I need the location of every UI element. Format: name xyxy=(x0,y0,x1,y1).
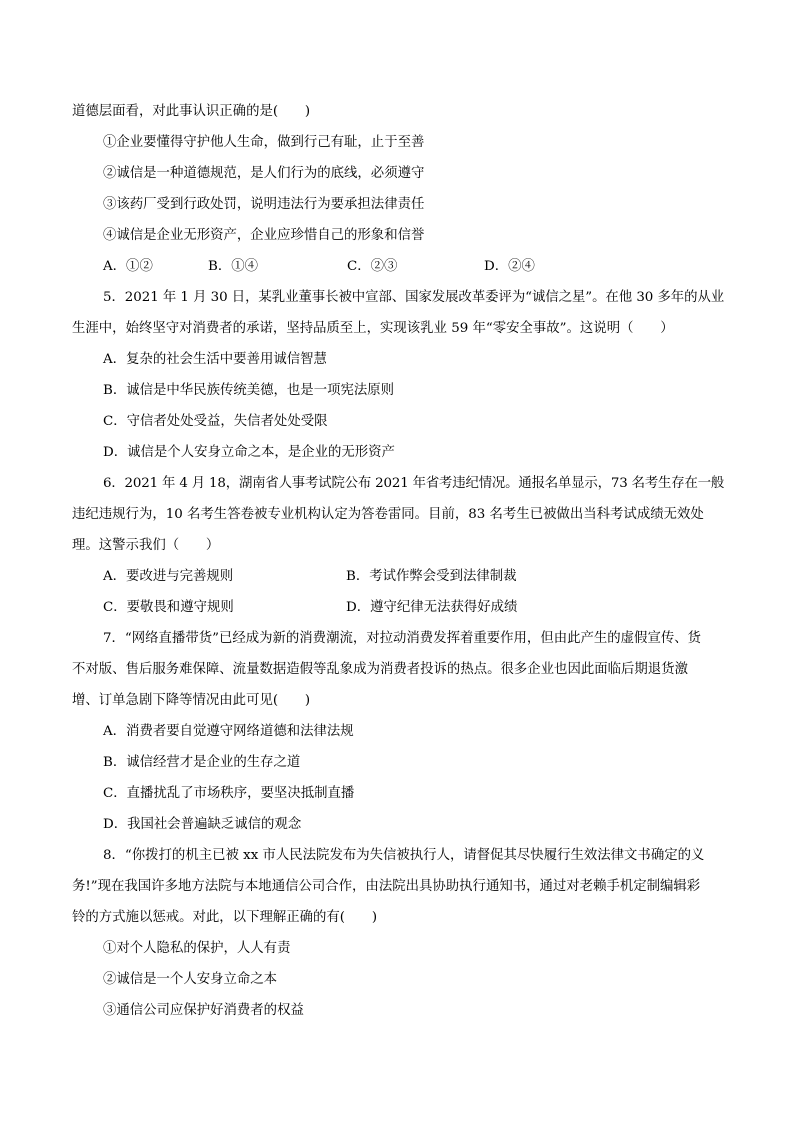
q4-option-a[interactable]: A．①② xyxy=(103,259,153,274)
q8-stem-line-2: 务!”现在我国许多地方法院与本地通信公司合作，由法院出具协助执行通知书，通过对老赖手机定制编辑彩 xyxy=(72,879,701,894)
q4-statement-3: ③该药厂受到行政处罚，说明违法行为要承担法律责任 xyxy=(103,197,425,212)
q5-option-d[interactable]: D．诚信是个人安身立命之本，是企业的无形资产 xyxy=(103,445,395,460)
q7-option-d[interactable]: D．我国社会普遍缺乏诚信的观念 xyxy=(103,817,302,832)
q8-statement-3: ③通信公司应保护好消费者的权益 xyxy=(103,1003,304,1018)
q6-stem-line-3: 理。这警示我们（ ） xyxy=(72,538,220,553)
q6-stem-line-2: 违纪违规行为，10 名考生答卷被专业机构认定为答卷雷同。目前，83 名考生已被做出当科考试成绩无效处 xyxy=(72,507,704,522)
q7-option-c[interactable]: C．直播扰乱了市场秩序，要坚决抵制直播 xyxy=(103,786,355,801)
q4-option-b[interactable]: B．①④ xyxy=(208,259,259,274)
q4-stem-tail: 道德层面看，对此事认识正确的是( ) xyxy=(72,104,311,119)
q4-statement-4: ④诚信是企业无形资产，企业应珍惜自己的形象和信誉 xyxy=(103,228,425,243)
q6-stem-line-1: 6．2021 年 4 月 18，湖南省人事考试院公布 2021 年省考违纪情况。通报名单显示，73 名考生存在一般 xyxy=(103,476,725,491)
q6-option-c[interactable]: C．要敬畏和遵守规则 xyxy=(103,600,234,615)
q4-options-row xyxy=(103,257,723,277)
q4-option-c[interactable]: C．②③ xyxy=(347,259,398,274)
q6-option-a[interactable]: A．要改进与完善规则 xyxy=(103,569,234,584)
q8-statement-2: ②诚信是一个人安身立命之本 xyxy=(103,972,278,987)
q4-statement-2: ②诚信是一种道德规范，是人们行为的底线，必须遵守 xyxy=(103,166,425,181)
q4-statement-1: ①企业要懂得守护他人生命，做到行己有耻，止于至善 xyxy=(103,135,425,150)
q5-option-b[interactable]: B．诚信是中华民族传统美德，也是一项宪法原则 xyxy=(103,383,395,398)
q8-stem-line-3: 铃的方式施以惩戒。对此，以下理解正确的有( ) xyxy=(72,910,378,925)
q4-option-d[interactable]: D．②④ xyxy=(484,259,535,274)
q7-option-a[interactable]: A．消费者要自觉遵守网络道德和法律法规 xyxy=(103,724,354,739)
q5-stem-line-1: 5．2021 年 1 月 30 日，某乳业董事长被中宣部、国家发展改革委评为“诚信之星”。在他 30 多年的从业 xyxy=(103,290,725,305)
q6-option-b[interactable]: B．考试作弊会受到法律制裁 xyxy=(346,569,517,584)
q7-stem-line-2: 不对版、售后服务难保障、流量数据造假等乱象成为消费者投诉的热点。很多企业也因此面临后期退货激 xyxy=(72,662,688,677)
q6-option-d[interactable]: D．遵守纪律无法获得好成绩 xyxy=(346,600,518,615)
q7-stem-line-1: 7．“网络直播带货”已经成为新的消费潮流，对拉动消费发挥着重要作用，但由此产生的虚假宣传、货 xyxy=(103,631,702,646)
q5-option-c[interactable]: C．守信者处处受益，失信者处处受限 xyxy=(103,414,328,429)
q6-options-row-1 xyxy=(103,567,723,587)
q5-option-a[interactable]: A．复杂的社会生活中要善用诚信智慧 xyxy=(103,352,327,367)
q6-options-row-2 xyxy=(103,598,723,618)
q8-stem-line-1: 8．“你拨打的机主已被 xx 市人民法院发布为失信被执行人，请督促其尽快履行生效法律文书确定的义 xyxy=(103,848,705,863)
q7-option-b[interactable]: B．诚信经营才是企业的生存之道 xyxy=(103,755,301,770)
q5-stem-line-2: 生涯中，始终坚守对消费者的承诺，坚持品质至上，实现该乳业 59 年“零安全事故”。这说明（ ） xyxy=(72,321,674,336)
q7-stem-line-3: 增、订单急剧下降等情况由此可见( ) xyxy=(72,693,311,708)
q8-statement-1: ①对个人隐私的保护，人人有责 xyxy=(103,941,291,956)
